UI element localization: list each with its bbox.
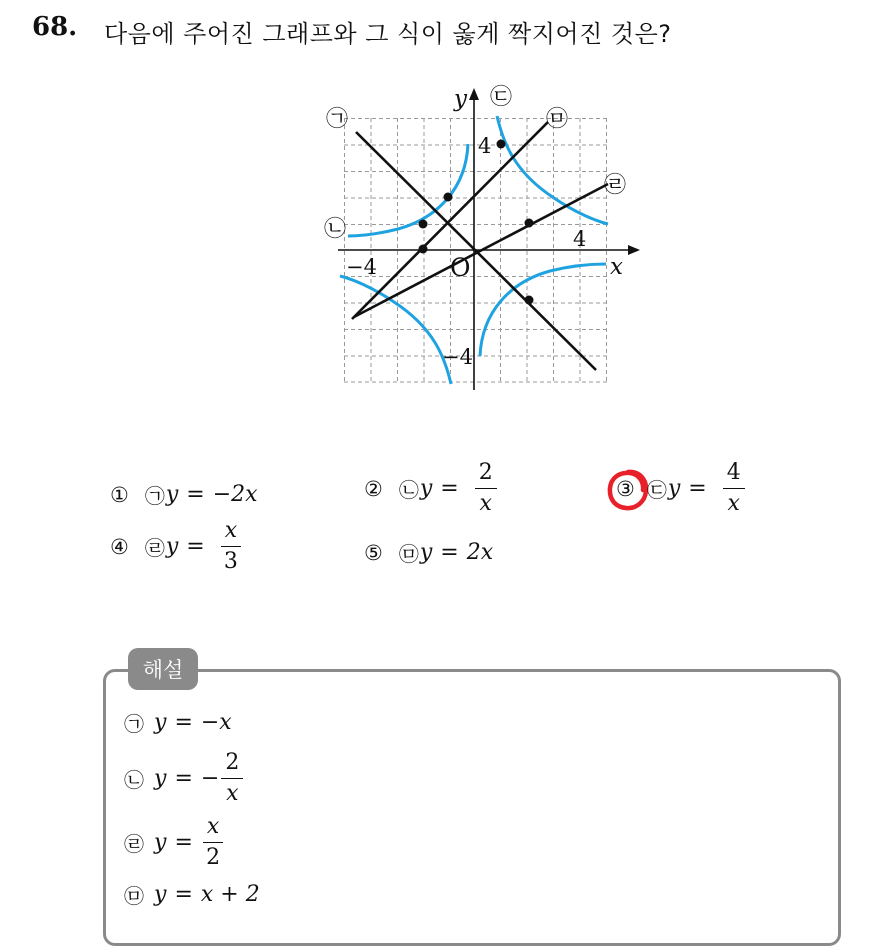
graph-lines bbox=[352, 122, 608, 370]
x-pos-tick-label: 4 bbox=[573, 227, 587, 251]
curve-label-e: ㉤ bbox=[546, 107, 569, 132]
origin-label: O bbox=[450, 253, 471, 282]
question-number: 68. bbox=[32, 12, 78, 42]
curve-c-q1 bbox=[497, 116, 608, 224]
choice-number: ⑤ bbox=[364, 540, 383, 565]
x-neg-tick-label: −4 bbox=[346, 255, 377, 279]
fraction: $\frac{4}{x}$ bbox=[723, 460, 745, 517]
solution-line-a: ㉠ y = −x bbox=[124, 710, 232, 736]
choice-mark: ㉠ bbox=[144, 484, 165, 508]
solution-line-d: ㉣ y = $\frac{x}{2}$ bbox=[124, 814, 223, 871]
choice-mark: ㉡ bbox=[398, 478, 419, 502]
question-text: 다음에 주어진 그래프와 그 식이 옳게 짝지어진 것은? bbox=[104, 20, 672, 48]
choice-mark: ㉤ bbox=[398, 542, 419, 566]
solution-line-e: ㉤ y = x + 2 bbox=[124, 882, 260, 908]
choice-5[interactable]: ⑤ ㉤ y = 2x bbox=[364, 540, 494, 566]
curve-b-q4 bbox=[480, 264, 606, 356]
solution-tab: 해설 bbox=[128, 648, 198, 690]
y-axis-label: y bbox=[454, 86, 467, 112]
choice-3[interactable]: ③ ㉢ y = $\frac{4}{x}$ bbox=[616, 460, 745, 517]
curve-label-b: ㉡ bbox=[324, 217, 347, 242]
choice-number: ③ bbox=[616, 476, 635, 501]
coordinate-graph bbox=[318, 78, 648, 398]
y-neg-tick-label: −4 bbox=[442, 345, 473, 369]
curve-label-d: ㉣ bbox=[604, 173, 627, 198]
fraction: $\frac{x}{3}$ bbox=[221, 518, 241, 575]
choice-number: ④ bbox=[110, 534, 129, 559]
choice-mark: ㉢ bbox=[646, 478, 667, 502]
fraction: $\frac{x}{2}$ bbox=[203, 814, 223, 871]
fraction: $\frac{2}{x}$ bbox=[475, 460, 497, 517]
choice-1[interactable]: ① ㉠ y = −2x bbox=[110, 482, 258, 508]
curve-label-a: ㉠ bbox=[326, 107, 349, 132]
choice-2[interactable]: ② ㉡ y = $\frac{2}{x}$ bbox=[364, 460, 497, 517]
curve-label-c: ㉢ bbox=[490, 85, 513, 110]
choice-number: ② bbox=[364, 476, 383, 501]
line-a bbox=[356, 132, 596, 370]
y-pos-tick-label: 4 bbox=[478, 134, 492, 158]
solution-line-b: ㉡ y = − $\frac{2}{x}$ bbox=[124, 750, 243, 807]
choice-4[interactable]: ④ ㉣ y = $\frac{x}{3}$ bbox=[110, 518, 241, 575]
choice-number: ① bbox=[110, 482, 129, 507]
fraction: $\frac{2}{x}$ bbox=[221, 750, 243, 807]
x-axis-label: x bbox=[610, 254, 623, 280]
choice-mark: ㉣ bbox=[144, 536, 165, 560]
